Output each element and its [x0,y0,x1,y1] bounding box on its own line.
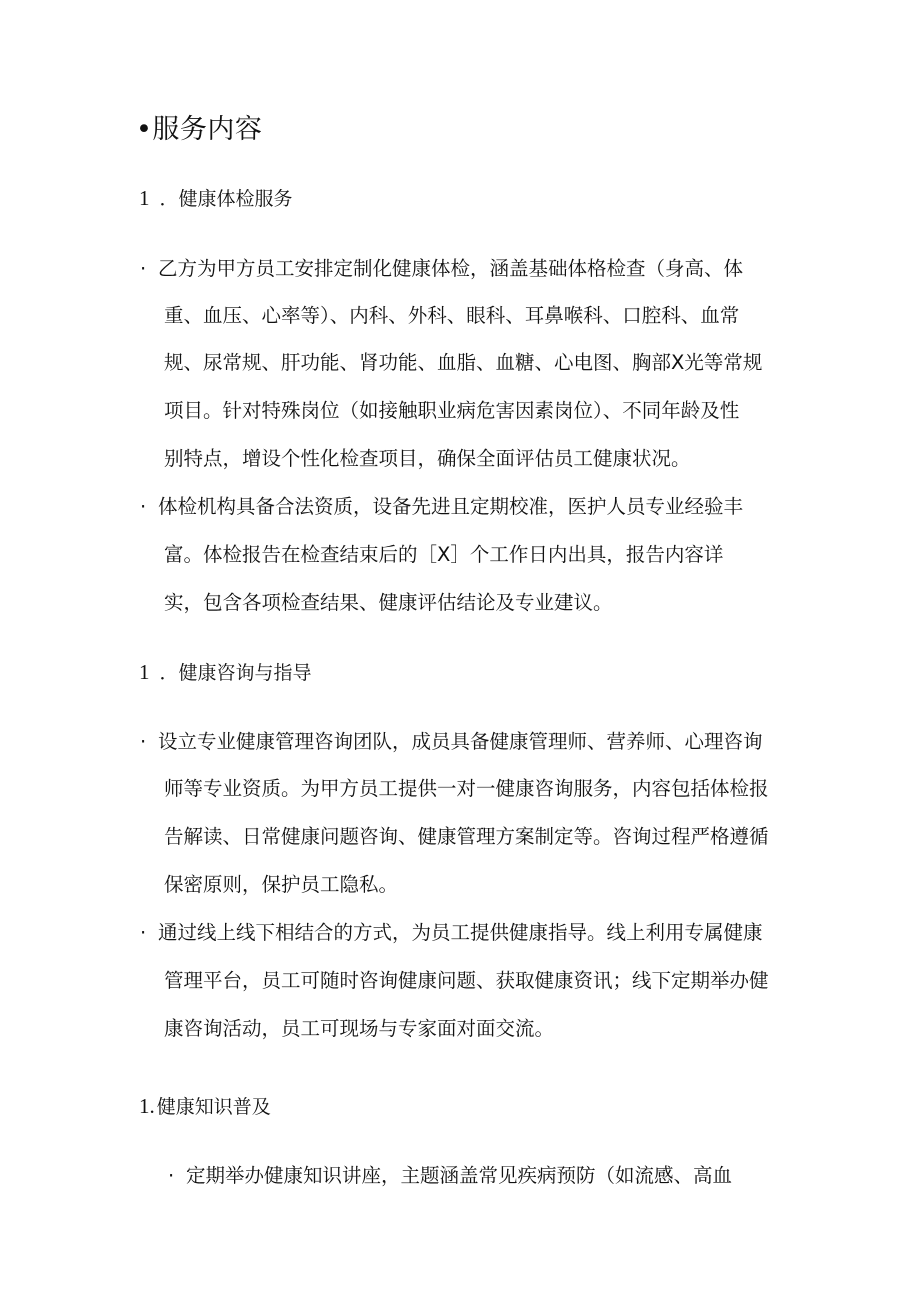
paragraph-line: 重、血压、心率等）、内科、外科、眼科、耳鼻喉科、口腔科、血常 [164,304,740,327]
section-heading-text: ．健康体检服务 [159,188,293,210]
paragraph-line: 实，包含各项检查结果、健康评估结论及专业建议。 [164,591,613,614]
section-heading-health-checkup [139,183,293,214]
section-heading-text: 健康知识普及 [156,1096,271,1118]
section-heading-health-knowledge [139,1091,271,1122]
bullet-icon: · [140,730,147,753]
paragraph-line: · 设立专业健康管理咨询团队，成员具备健康管理师、营养师、心理咨询 [140,727,763,757]
bullet-icon: · [168,1164,175,1187]
bullet-icon: · [140,921,147,944]
section-number: 1. [139,1094,155,1118]
section-number: 1 [139,660,150,684]
paragraph-line: 管理平台，员工可随时咨询健康问题、获取健康资讯；线下定期举办健 [164,969,769,992]
bullet-icon: · [140,257,147,280]
paragraph-line: 规、尿常规、肝功能、肾功能、血脂、血糖、心电图、胸部X光等常规 [164,351,763,374]
paragraph-line: 告解读、日常健康问题咨询、健康管理方案制定等。咨询过程严格遵循 [164,825,769,848]
bullet-icon: · [140,495,147,518]
section-number: 1 [139,186,150,210]
paragraph-line: 康咨询活动，员工可现场与专家面对面交流。 [164,1017,555,1040]
section-title: •服务内容 [136,114,263,145]
section-heading-text: ．健康咨询与指导 [159,662,312,684]
paragraph-line: · 乙方为甲方员工安排定制化健康体检，涵盖基础体格检查（身高、体 [140,254,743,284]
section-heading-health-consulting [139,657,312,688]
paragraph-line: 项目。针对特殊岗位（如接触职业病危害因素岗位）、不同年龄及性 [164,399,740,422]
paragraph-line: 保密原则，保护员工隐私。 [164,873,399,896]
paragraph-line: 别特点，增设个性化检查项目，确保全面评估员工健康状况。 [164,447,691,470]
paragraph-line: 富。体检报告在检查结束后的［X］个工作日内出具，报告内容详 [164,543,724,566]
paragraph-line: · 定期举办健康知识讲座，主题涵盖常见疾病预防（如流感、高血 [168,1161,732,1191]
paragraph-line: 师等专业资质。为甲方员工提供一对一健康咨询服务，内容包括体检报 [164,777,769,800]
paragraph-line: · 通过线上线下相结合的方式，为员工提供健康指导。线上利用专属健康 [140,918,763,948]
paragraph-line: · 体检机构具备合法资质，设备先进且定期校准，医护人员专业经验丰 [140,492,743,522]
